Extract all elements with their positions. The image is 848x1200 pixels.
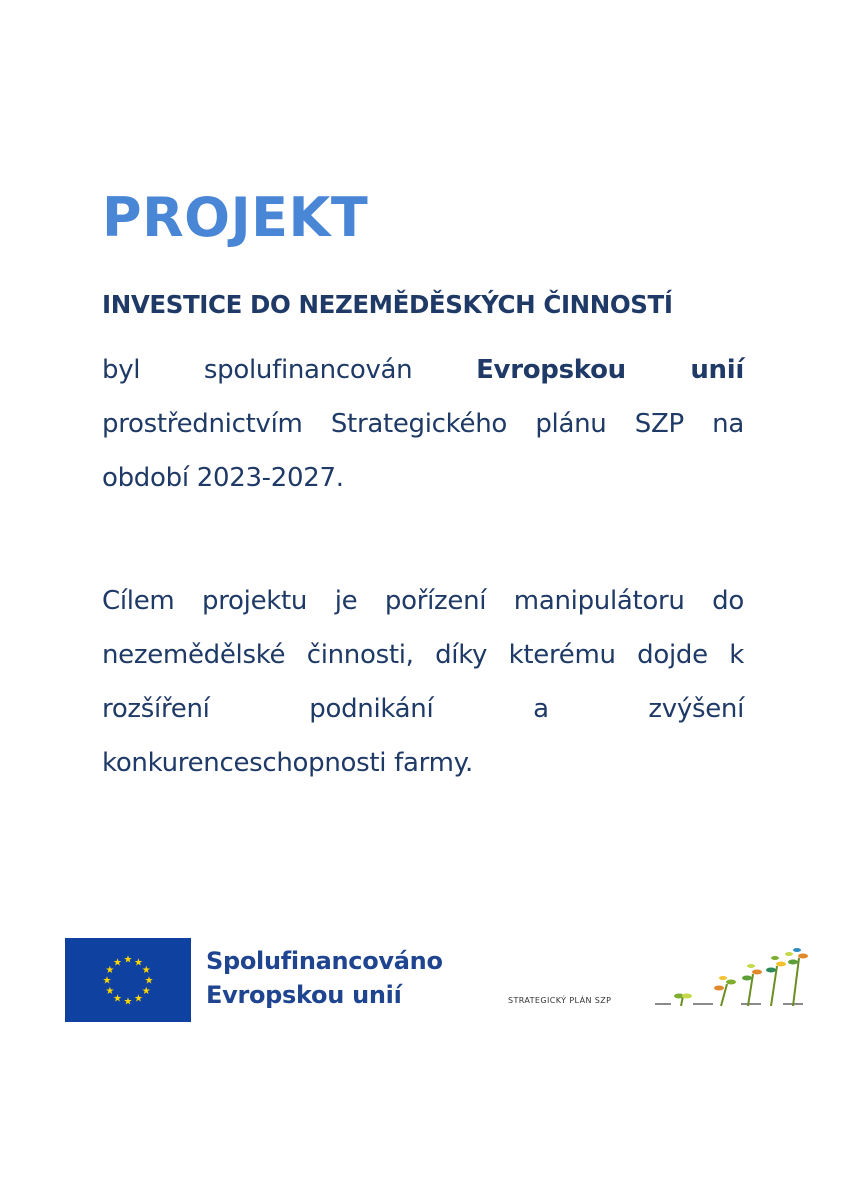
funding-text-end: prostřednictvím Strategického plánu SZP na období 2023-2027. [102,409,744,493]
szp-logo [508,944,808,1016]
eu-label-line1: Spolufinancováno [206,947,443,975]
svg-text:★: ★ [134,957,143,969]
funding-text-start: byl spolufinancován [102,355,477,385]
svg-text:★: ★ [123,954,133,966]
svg-text:★: ★ [134,993,143,1005]
svg-text:★: ★ [141,986,151,997]
eu-cofunded-label [206,944,443,1012]
funding-statement [102,343,744,505]
szp-plant-icon [653,944,808,1016]
project-name: INVESTICE DO NEZEMĚDĚSKÝCH ČINNOSTÍ [102,290,673,319]
eu-flag-logo [65,938,191,1022]
szp-label: STRATEGICKÝ PLÁN SZP [508,996,612,1005]
svg-text:★: ★ [123,996,133,1008]
eu-label-line2: Evropskou unií [206,981,402,1009]
svg-text:★: ★ [113,993,122,1005]
svg-text:★: ★ [141,965,151,976]
svg-text:★: ★ [102,975,112,987]
page-title: PROJEKT [102,186,369,249]
svg-text:★: ★ [144,975,154,987]
svg-text:★: ★ [105,965,115,976]
project-goal: Cílem projektu je pořízení manipulátoru do nezemědělské činnosti, díky kterému dojde k rozšíření podnikání a zvýšení konkurenceschopnosti farmy. [102,586,744,778]
eu-stars-icon [65,938,191,1022]
svg-text:★: ★ [113,957,122,969]
funding-text-eu: Evropskou unií [476,355,744,385]
svg-text:★: ★ [105,986,115,997]
